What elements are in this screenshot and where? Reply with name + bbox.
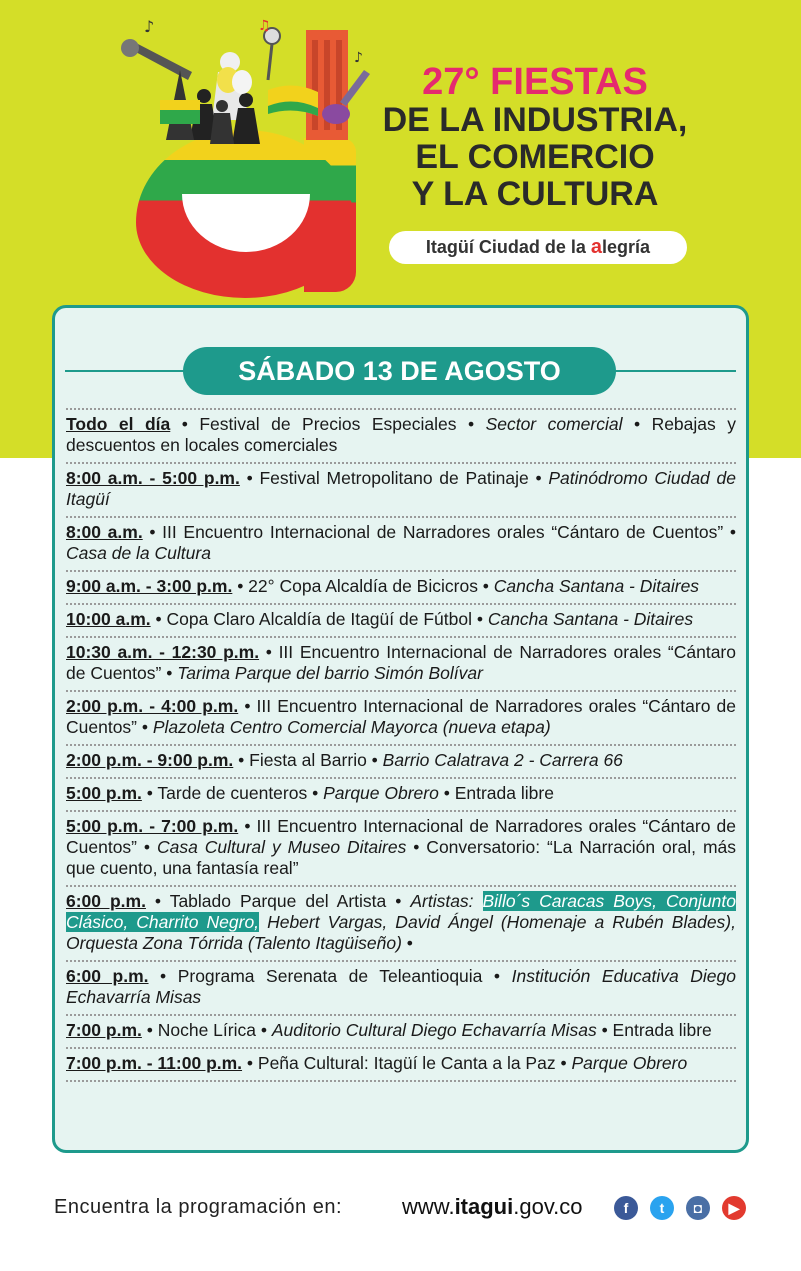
url-prefix: www. xyxy=(402,1194,455,1219)
event-description: • Conversatorio: “La Narración oral, más que cuento, una fantasía real” xyxy=(66,837,737,878)
event-description: • Festival Metropolitano de Patinaje • xyxy=(239,468,549,488)
event-venue: Barrio Calatrava 2 - Carrera 66 xyxy=(382,750,623,770)
event-description: • Entrada libre xyxy=(438,783,554,803)
event-time: 2:00 p.m. - 4:00 p.m. xyxy=(66,696,239,716)
event-description: • Rebajas y descuentos en locales comerciales xyxy=(66,414,736,455)
event-description: • III Encuentro Internacional de Narradores orales “Cántaro de Cuentos” • xyxy=(66,696,736,737)
title-line-1: 27° FIESTAS xyxy=(422,61,648,103)
title-line-3: EL COMERCIO xyxy=(415,138,655,176)
event-time: 6:00 p.m. xyxy=(66,966,149,986)
event-description: • Tarde de cuenteros • xyxy=(141,783,324,803)
url-domain: itagui xyxy=(454,1194,514,1219)
event-time: 6:00 p.m. xyxy=(66,891,146,911)
event-row xyxy=(66,744,736,777)
event-time: 7:00 p.m. - 11:00 p.m. xyxy=(66,1053,243,1073)
event-time: 10:30 a.m. - 12:30 p.m. xyxy=(66,642,260,662)
event-row xyxy=(66,960,736,1014)
svg-text:♪: ♪ xyxy=(144,17,155,36)
slogan-colored-a: a xyxy=(590,236,603,258)
event-row xyxy=(66,462,736,516)
event-venue: Institución Educativa Diego Echavarría Misas xyxy=(66,966,737,1007)
url-suffix: .gov.co xyxy=(513,1194,583,1219)
svg-text:♪: ♪ xyxy=(354,50,363,66)
event-venue: Sector comercial xyxy=(485,414,623,434)
event-row xyxy=(66,690,736,744)
slogan-prefix: Itagüí Ciudad de la xyxy=(425,237,591,257)
event-row xyxy=(66,516,736,570)
event-description: • Entrada libre xyxy=(596,1020,712,1040)
event-venue: Casa de la Cultura xyxy=(66,543,211,563)
event-time: 8:00 a.m. xyxy=(66,522,143,542)
event-row xyxy=(66,885,736,960)
event-time: 2:00 p.m. - 9:00 p.m. xyxy=(66,750,234,770)
event-description: • Festival de Precios Especiales • xyxy=(170,414,486,434)
event-venue: Patinódromo Ciudad de Itagüí xyxy=(66,468,736,509)
event-time: 9:00 a.m. - 3:00 p.m. xyxy=(66,576,233,596)
svg-text:♫: ♫ xyxy=(258,18,271,34)
facebook-icon[interactable]: f xyxy=(614,1196,638,1220)
day-header: SÁBADO 13 DE AGOSTO xyxy=(183,347,616,395)
event-description: • Peña Cultural: Itagüí le Canta a la Paz • xyxy=(242,1053,572,1073)
event-row xyxy=(66,570,736,603)
event-list xyxy=(66,408,736,1082)
event-description: • xyxy=(401,933,413,953)
event-time: 10:00 a.m. xyxy=(66,609,151,629)
event-venue: Plazoleta Centro Comercial Mayorca (nueva etapa) xyxy=(152,717,551,737)
logo-festival-figures xyxy=(118,10,378,160)
event-description: • Fiesta al Barrio • xyxy=(233,750,383,770)
event-time: 8:00 a.m. - 5:00 p.m. xyxy=(66,468,240,488)
event-venue: Auditorio Cultural Diego Echavarría Misas xyxy=(271,1020,597,1040)
event-row xyxy=(66,408,736,462)
event-time: 7:00 p.m. xyxy=(66,1020,142,1040)
event-row xyxy=(66,636,736,690)
event-venue: Artistas: xyxy=(410,891,483,911)
footer-website-link[interactable] xyxy=(402,1194,583,1220)
title-line-2: DE LA INDUSTRIA, xyxy=(382,101,688,139)
event-description: • III Encuentro Internacional de Narradores orales “Cántaro de Cuentos” • xyxy=(142,522,736,542)
festival-title xyxy=(370,62,700,213)
youtube-icon[interactable]: ▶ xyxy=(722,1196,746,1220)
event-description: • Noche Lírica • xyxy=(141,1020,272,1040)
event-row xyxy=(66,810,736,885)
footer-text: Encuentra la programación en: xyxy=(54,1196,342,1218)
event-row xyxy=(66,1014,736,1047)
event-description: • Copa Claro Alcaldía de Itagüí de Fútbol • xyxy=(150,609,488,629)
event-time: 5:00 p.m. - 7:00 p.m. xyxy=(66,816,239,836)
event-description: • 22° Copa Alcaldía de Bicicros • xyxy=(232,576,494,596)
event-venue: Parque Obrero xyxy=(323,783,439,803)
event-row xyxy=(66,1047,736,1082)
event-highlight: Billo´s Caracas Boys, Conjunto Clásico, Charrito Negro, xyxy=(66,891,736,932)
twitter-icon[interactable]: t xyxy=(650,1196,674,1220)
instagram-icon[interactable]: ◘ xyxy=(686,1196,710,1220)
event-row xyxy=(66,777,736,810)
event-time: 5:00 p.m. xyxy=(66,783,142,803)
city-slogan xyxy=(389,231,687,264)
event-venue: Hebert Vargas, David Ángel (Homenaje a Rubén Blades), Orquesta Zona Tórrida (Talento Itagüiseño) xyxy=(66,912,737,953)
event-venue: Parque Obrero xyxy=(571,1053,688,1073)
fiestas-logo xyxy=(118,10,378,300)
event-time: Todo el día xyxy=(66,414,171,434)
event-venue: Cancha Santana - Ditaires xyxy=(487,609,694,629)
event-description: • Tablado Parque del Artista • xyxy=(145,891,411,911)
event-row xyxy=(66,603,736,636)
event-description: • Programa Serenata de Teleantioquia • xyxy=(148,966,512,986)
title-line-4: Y LA CULTURA xyxy=(411,175,659,213)
footer xyxy=(54,1194,754,1222)
slogan-suffix: legría xyxy=(602,237,651,257)
event-venue: Casa Cultural y Museo Ditaires xyxy=(156,837,407,857)
event-description: • III Encuentro Internacional de Narradores orales “Cántaro de Cuentos” • xyxy=(66,642,736,683)
event-venue: Tarima Parque del barrio Simón Bolívar xyxy=(177,663,483,683)
event-venue: Cancha Santana - Ditaires xyxy=(493,576,700,596)
event-description: • III Encuentro Internacional de Narradores orales “Cántaro de Cuentos” • xyxy=(66,816,736,857)
